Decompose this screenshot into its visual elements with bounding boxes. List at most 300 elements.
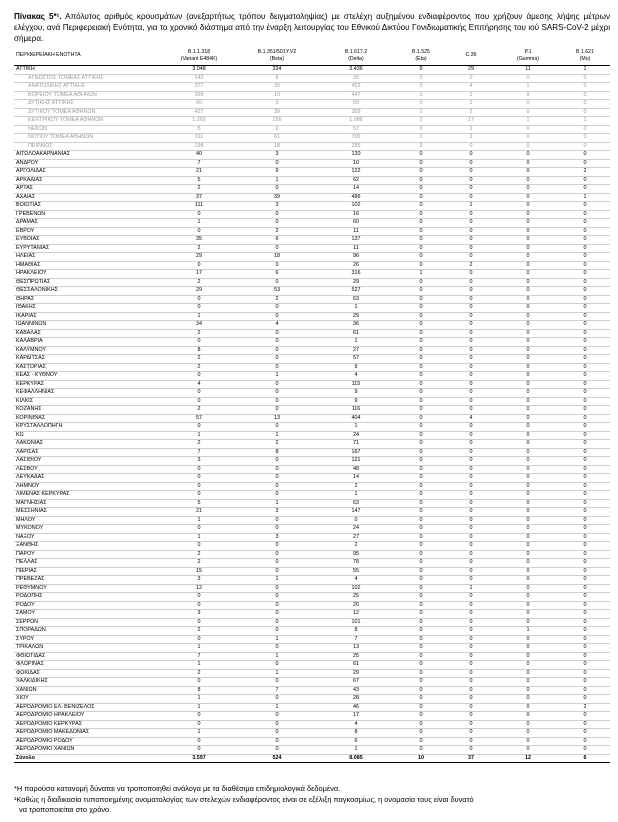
- count-cell: 0: [238, 261, 316, 270]
- count-cell: 9: [396, 66, 446, 75]
- region-name-cell: ΧΙΟΥ: [14, 695, 160, 704]
- count-cell: 0: [238, 550, 316, 559]
- column-header-subtitle: (Beta): [269, 55, 285, 62]
- table-subrow: [14, 117, 610, 126]
- count-cell: 0: [560, 593, 610, 602]
- count-cell: 3: [238, 151, 316, 160]
- count-cell: 0: [496, 635, 560, 644]
- count-cell: 0: [446, 669, 496, 678]
- region-name-cell: ΚΡΥΣΤΑΛΛΟΠΗΓΗ: [14, 423, 160, 432]
- count-cell: 2: [160, 185, 238, 194]
- count-cell: 61: [238, 134, 316, 143]
- count-cell: 3.048: [160, 66, 238, 75]
- region-name-cell: ΚΙΛΚΙΣ: [14, 397, 160, 406]
- table-row: [14, 236, 610, 245]
- table-row: [14, 261, 610, 270]
- region-name-cell: ΚΕΦΑΛΛΗΝΙΑΣ: [14, 389, 160, 398]
- count-cell: 27: [316, 533, 396, 542]
- count-cell: 0: [446, 482, 496, 491]
- count-cell: 1: [316, 338, 396, 347]
- count-cell: 0: [238, 482, 316, 491]
- count-cell: 5: [160, 125, 238, 134]
- count-cell: 0: [496, 448, 560, 457]
- column-header-title: P.1: [524, 49, 532, 56]
- count-cell: 1: [446, 202, 496, 211]
- count-cell: 0: [496, 576, 560, 585]
- count-cell: 17: [446, 117, 496, 126]
- count-cell: 0: [396, 168, 446, 177]
- count-cell: 71: [316, 440, 396, 449]
- count-cell: 0: [238, 389, 316, 398]
- count-cell: 0: [396, 508, 446, 517]
- count-cell: 4: [446, 83, 496, 92]
- count-cell: 115: [316, 380, 396, 389]
- region-name-cell: ΚΑΛΥΜΝΟΥ: [14, 346, 160, 355]
- count-cell: 0: [396, 516, 446, 525]
- count-cell: 0: [396, 525, 446, 534]
- count-cell: 2: [238, 227, 316, 236]
- column-header-title: B.1.525: [412, 49, 430, 56]
- table-row: [14, 389, 610, 398]
- count-cell: 0: [396, 533, 446, 542]
- count-cell: 0: [238, 525, 316, 534]
- region-name-cell: ΡΕΘΥΜΝΟΥ: [14, 584, 160, 593]
- count-cell: 0: [238, 397, 316, 406]
- table-row: [14, 669, 610, 678]
- count-cell: 0: [446, 355, 496, 364]
- count-cell: 0: [496, 423, 560, 432]
- table-row: [14, 542, 610, 551]
- count-cell: 0: [446, 516, 496, 525]
- table-row: [14, 423, 610, 432]
- count-cell: 2: [316, 542, 396, 551]
- count-cell: 0: [496, 329, 560, 338]
- table-row: [14, 703, 610, 712]
- count-cell: 0: [560, 185, 610, 194]
- count-cell: 2: [396, 117, 446, 126]
- table-subrow: [14, 108, 610, 117]
- table-row: [14, 202, 610, 211]
- count-cell: 1: [238, 652, 316, 661]
- count-cell: 0: [446, 601, 496, 610]
- count-cell: 0: [396, 202, 446, 211]
- count-cell: 0: [560, 618, 610, 627]
- count-cell: 0: [396, 584, 446, 593]
- count-cell: 0: [446, 176, 496, 185]
- caption-label: Πίνακας 5*¹.: [14, 12, 62, 21]
- region-name-cell: ΗΡΑΚΛΕΙΟΥ: [14, 270, 160, 279]
- table-row: [14, 712, 610, 721]
- count-cell: 0: [160, 678, 238, 687]
- count-cell: 0: [446, 142, 496, 151]
- count-cell: 0: [396, 593, 446, 602]
- count-cell: 0: [396, 610, 446, 619]
- count-cell: 0: [446, 210, 496, 219]
- count-cell: 9: [496, 91, 560, 100]
- region-name-cell: ΑΝΑΤΟΛΙΚΗΣ ΑΤΤΙΚΗΣ: [14, 83, 160, 92]
- region-name-cell: ΓΡΕΒΕΝΩΝ: [14, 210, 160, 219]
- count-cell: 0: [396, 686, 446, 695]
- count-cell: 0: [238, 601, 316, 610]
- count-cell: 2: [160, 355, 238, 364]
- count-cell: 527: [316, 287, 396, 296]
- count-cell: 3.436: [316, 66, 396, 75]
- table-row: [14, 431, 610, 440]
- count-cell: 0: [496, 74, 560, 83]
- count-cell: 3: [160, 457, 238, 466]
- count-cell: 0: [496, 440, 560, 449]
- region-name-cell: ΛΑΡΙΣΑΣ: [14, 448, 160, 457]
- count-cell: 0: [238, 559, 316, 568]
- region-name-cell: ΠΙΕΡΙΑΣ: [14, 567, 160, 576]
- count-cell: 0: [396, 236, 446, 245]
- count-cell: 0: [396, 431, 446, 440]
- count-cell: 447: [316, 91, 396, 100]
- table-subrow: [14, 134, 610, 143]
- count-cell: 0: [446, 542, 496, 551]
- count-cell: 6: [238, 270, 316, 279]
- count-cell: 0: [560, 397, 610, 406]
- count-cell: 0: [396, 669, 446, 678]
- table-row: [14, 355, 610, 364]
- count-cell: 95: [316, 550, 396, 559]
- count-cell: 1: [160, 703, 238, 712]
- count-cell: 0: [446, 652, 496, 661]
- count-cell: 0: [396, 219, 446, 228]
- count-cell: 0: [160, 397, 238, 406]
- count-cell: 0: [560, 227, 610, 236]
- region-name-cell: ΚΟΖΑΝΗΣ: [14, 406, 160, 415]
- count-cell: 0: [396, 576, 446, 585]
- count-cell: 268: [160, 91, 238, 100]
- count-cell: 26: [316, 261, 396, 270]
- count-cell: 0: [446, 720, 496, 729]
- count-cell: 334: [238, 66, 316, 75]
- count-cell: 1: [446, 584, 496, 593]
- count-cell: 0: [238, 712, 316, 721]
- count-cell: 2: [560, 703, 610, 712]
- count-cell: 0: [560, 363, 610, 372]
- count-cell: 30: [238, 83, 316, 92]
- count-cell: 10: [316, 159, 396, 168]
- count-cell: 60: [316, 219, 396, 228]
- count-cell: 0: [560, 176, 610, 185]
- count-cell: 0: [396, 635, 446, 644]
- column-header: [316, 46, 396, 66]
- count-cell: 0: [496, 185, 560, 194]
- region-name-cell: ΜΥΚΟΝΟΥ: [14, 525, 160, 534]
- count-cell: 0: [496, 414, 560, 423]
- region-name-cell: ΔΥΤΙΚΟΥ ΤΟΜΕΑ ΑΘΗΝΩΝ: [14, 108, 160, 117]
- count-cell: 0: [496, 703, 560, 712]
- count-cell: 0: [560, 457, 610, 466]
- table-row: [14, 363, 610, 372]
- region-name-cell: ΙΚΑΡΙΑΣ: [14, 312, 160, 321]
- count-cell: 0: [496, 601, 560, 610]
- table-row: [14, 329, 610, 338]
- column-header-title: B.1.351/501Y.V2: [257, 49, 297, 56]
- count-cell: 0: [496, 686, 560, 695]
- count-cell: 0: [396, 550, 446, 559]
- count-cell: 0: [560, 550, 610, 559]
- table-row: [14, 193, 610, 202]
- count-cell: 63: [316, 295, 396, 304]
- count-cell: 0: [446, 474, 496, 483]
- count-cell: 0: [496, 287, 560, 296]
- total-count-cell: 12: [496, 754, 560, 763]
- count-cell: 0: [446, 627, 496, 636]
- count-cell: 0: [238, 406, 316, 415]
- count-cell: 0: [396, 193, 446, 202]
- count-cell: 0: [446, 151, 496, 160]
- count-cell: 0: [396, 652, 446, 661]
- count-cell: 0: [496, 499, 560, 508]
- count-cell: 0: [238, 185, 316, 194]
- count-cell: 0: [560, 678, 610, 687]
- count-cell: 122: [316, 168, 396, 177]
- count-cell: 1: [496, 83, 560, 92]
- count-cell: 0: [496, 406, 560, 415]
- table-row: [14, 533, 610, 542]
- count-cell: 0: [446, 185, 496, 194]
- count-cell: 11: [496, 66, 560, 75]
- table-row: [14, 278, 610, 287]
- count-cell: 21: [160, 168, 238, 177]
- count-cell: 0: [238, 627, 316, 636]
- table-row: [14, 567, 610, 576]
- count-cell: 0: [496, 295, 560, 304]
- count-cell: 34: [160, 321, 238, 330]
- count-cell: 1: [160, 695, 238, 704]
- count-cell: 102: [316, 584, 396, 593]
- count-cell: 0: [496, 270, 560, 279]
- table-row: [14, 440, 610, 449]
- count-cell: 0: [560, 338, 610, 347]
- table-row: [14, 210, 610, 219]
- count-cell: 0: [238, 159, 316, 168]
- count-cell: 0: [560, 108, 610, 117]
- table-row: [14, 372, 610, 381]
- count-cell: 0: [496, 176, 560, 185]
- region-name-cell: ΠΕΛΛΑΣ: [14, 559, 160, 568]
- table-body: [14, 66, 610, 763]
- count-cell: 0: [496, 737, 560, 746]
- count-cell: 0: [396, 482, 446, 491]
- count-cell: 0: [396, 74, 446, 83]
- count-cell: 0: [496, 593, 560, 602]
- count-cell: 0: [560, 100, 610, 109]
- count-cell: 35: [160, 236, 238, 245]
- count-cell: 0: [238, 423, 316, 432]
- count-cell: 0: [238, 661, 316, 670]
- count-cell: 0: [560, 448, 610, 457]
- count-cell: 8: [316, 627, 396, 636]
- count-cell: 1: [560, 193, 610, 202]
- count-cell: 486: [316, 193, 396, 202]
- table-row: [14, 244, 610, 253]
- count-cell: 0: [396, 176, 446, 185]
- count-cell: 1: [238, 431, 316, 440]
- count-cell: 0: [238, 584, 316, 593]
- count-cell: 0: [446, 593, 496, 602]
- count-cell: 0: [160, 746, 238, 755]
- count-cell: 0: [496, 380, 560, 389]
- count-cell: 0: [560, 746, 610, 755]
- count-cell: 0: [560, 321, 610, 330]
- region-name-cell: ΑΓΝΩΣΤΟΣ ΤΟΜΕΑΣ ΑΤΤΙΚΗΣ: [14, 74, 160, 83]
- count-cell: 0: [446, 389, 496, 398]
- count-cell: 0: [446, 321, 496, 330]
- column-header: [560, 46, 610, 66]
- count-cell: 0: [496, 389, 560, 398]
- region-name-cell: ΣΠΟΡΑΔΩΝ: [14, 627, 160, 636]
- count-cell: 8: [160, 686, 238, 695]
- count-cell: 0: [496, 108, 560, 117]
- count-cell: 61: [316, 661, 396, 670]
- region-name-cell: ΑΕΡΟΔΡΟΜΙΟ ΜΑΚΕΔΟΝΙΑΣ: [14, 729, 160, 738]
- count-cell: 0: [160, 491, 238, 500]
- count-cell: 0: [560, 125, 610, 134]
- count-cell: 4: [316, 720, 396, 729]
- count-cell: 0: [446, 465, 496, 474]
- region-name-cell: ΠΑΡΟΥ: [14, 550, 160, 559]
- count-cell: 25: [316, 652, 396, 661]
- count-cell: 0: [496, 355, 560, 364]
- region-name-cell: ΜΕΣΣΗΝΙΑΣ: [14, 508, 160, 517]
- count-cell: 2: [446, 261, 496, 270]
- count-cell: 2: [396, 108, 446, 117]
- table-row: [14, 644, 610, 653]
- count-cell: 0: [446, 270, 496, 279]
- count-cell: 24: [316, 431, 396, 440]
- count-cell: 0: [560, 440, 610, 449]
- count-cell: 0: [496, 431, 560, 440]
- count-cell: 1: [560, 117, 610, 126]
- count-cell: 0: [496, 278, 560, 287]
- table-caption: [14, 11, 610, 45]
- table-row: [14, 678, 610, 687]
- count-cell: 0: [560, 465, 610, 474]
- count-cell: 0: [496, 253, 560, 262]
- table-row: [14, 593, 610, 602]
- table-row: [14, 516, 610, 525]
- table-row: [14, 695, 610, 704]
- count-cell: 0: [446, 159, 496, 168]
- count-cell: 1: [160, 533, 238, 542]
- total-count-cell: 524: [238, 754, 316, 763]
- column-header-title: B.1.1.318: [187, 49, 211, 56]
- count-cell: 0: [446, 244, 496, 253]
- count-cell: 29: [316, 669, 396, 678]
- count-cell: 0: [396, 159, 446, 168]
- table-row: [14, 253, 610, 262]
- count-cell: 29: [446, 66, 496, 75]
- count-cell: 0: [496, 720, 560, 729]
- count-cell: 0: [560, 542, 610, 551]
- count-cell: 0: [160, 720, 238, 729]
- count-cell: 0: [446, 508, 496, 517]
- table-row: [14, 576, 610, 585]
- count-cell: 0: [496, 457, 560, 466]
- count-cell: 0: [560, 661, 610, 670]
- count-cell: 0: [560, 414, 610, 423]
- count-cell: 0: [496, 100, 560, 109]
- count-cell: 0: [238, 355, 316, 364]
- table-subrow: [14, 74, 610, 83]
- count-cell: 0: [496, 236, 560, 245]
- count-cell: 0: [396, 244, 446, 253]
- count-cell: 24: [316, 525, 396, 534]
- count-cell: 0: [446, 380, 496, 389]
- region-name-cell: ΗΜΑΘΙΑΣ: [14, 261, 160, 270]
- count-cell: 120: [316, 151, 396, 160]
- region-name-cell: ΕΥΒΟΙΑΣ: [14, 236, 160, 245]
- count-cell: 0: [238, 474, 316, 483]
- count-cell: 0: [396, 423, 446, 432]
- count-cell: 0: [560, 508, 610, 517]
- count-cell: 0: [496, 695, 560, 704]
- count-cell: 0: [560, 431, 610, 440]
- table-row: [14, 618, 610, 627]
- count-cell: 0: [446, 567, 496, 576]
- count-cell: 0: [496, 525, 560, 534]
- count-cell: 4: [238, 321, 316, 330]
- count-cell: 2: [160, 440, 238, 449]
- count-cell: 3: [446, 134, 496, 143]
- count-cell: 0: [446, 346, 496, 355]
- region-name-cell: ΕΥΡΥΤΑΝΙΑΣ: [14, 244, 160, 253]
- count-cell: 0: [446, 618, 496, 627]
- table-row: [14, 457, 610, 466]
- count-cell: 15: [160, 567, 238, 576]
- region-name-cell: ΚΕΑΣ - ΚΥΘΝΟΥ: [14, 372, 160, 381]
- count-cell: 121: [316, 457, 396, 466]
- count-cell: 1: [446, 91, 496, 100]
- count-cell: 0: [238, 610, 316, 619]
- column-header-title: B.1.617.2: [344, 49, 368, 56]
- count-cell: 0: [160, 525, 238, 534]
- count-cell: 0: [160, 542, 238, 551]
- count-cell: 0: [560, 261, 610, 270]
- count-cell: 2: [160, 669, 238, 678]
- count-cell: 0: [238, 491, 316, 500]
- count-cell: 147: [316, 508, 396, 517]
- count-cell: 0: [396, 210, 446, 219]
- count-cell: 4: [316, 576, 396, 585]
- count-cell: 0: [396, 83, 446, 92]
- count-cell: 0: [496, 227, 560, 236]
- count-cell: 13: [238, 414, 316, 423]
- count-cell: 0: [496, 474, 560, 483]
- table-row: [14, 746, 610, 755]
- count-cell: 0: [496, 746, 560, 755]
- column-header-subtitle: (Eta): [415, 55, 427, 62]
- count-cell: 0: [238, 346, 316, 355]
- count-cell: 29: [160, 287, 238, 296]
- count-cell: 18: [238, 253, 316, 262]
- count-cell: 0: [446, 559, 496, 568]
- count-cell: 0: [560, 278, 610, 287]
- count-cell: 0: [496, 151, 560, 160]
- count-cell: 96: [316, 253, 396, 262]
- count-cell: 17: [316, 712, 396, 721]
- count-cell: 0: [396, 729, 446, 738]
- count-cell: 0: [496, 210, 560, 219]
- count-cell: 0: [160, 737, 238, 746]
- count-cell: 0: [496, 661, 560, 670]
- table-row: [14, 601, 610, 610]
- count-cell: 18: [238, 142, 316, 151]
